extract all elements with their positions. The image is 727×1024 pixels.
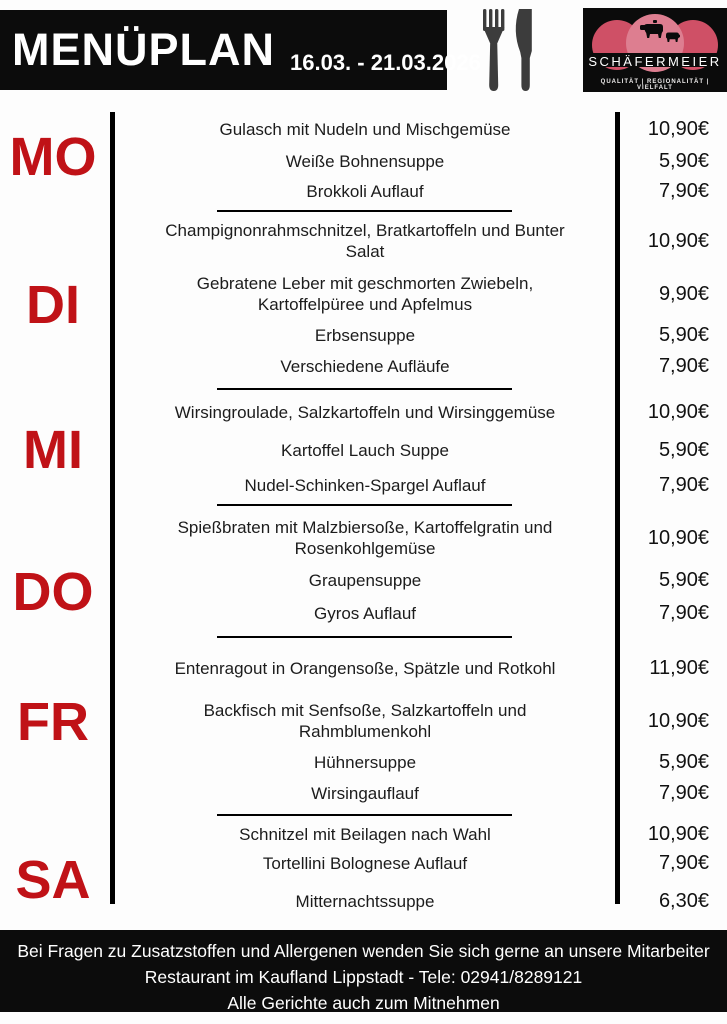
dish-price: 7,90€ bbox=[658, 851, 709, 874]
dish-price: 6,30€ bbox=[658, 889, 709, 912]
header-bar bbox=[0, 10, 481, 90]
dish-name: Verschiedene Aufläufe bbox=[280, 356, 450, 376]
brand-logo bbox=[583, 8, 727, 92]
dish-price: 7,90€ bbox=[658, 473, 709, 496]
dish-price: 5,90€ bbox=[658, 150, 709, 172]
brand-tagline: QUALITÄT | REGIONALITÄT | VIELFALT bbox=[600, 79, 710, 91]
menu-item-row bbox=[115, 112, 727, 146]
menu-item-row bbox=[115, 510, 727, 566]
menu-item-row bbox=[115, 642, 727, 694]
dish-price: 10,90€ bbox=[647, 400, 709, 423]
menu-grid bbox=[115, 112, 727, 924]
dish-price: 10,90€ bbox=[647, 526, 709, 549]
footer-takeaway-note: Alle Gerichte auch zum Mitnehmen bbox=[227, 993, 500, 1013]
menu-item-row bbox=[115, 177, 727, 206]
section-divider bbox=[115, 384, 727, 394]
dish-price: 11,90€ bbox=[649, 656, 709, 679]
menu-item-row bbox=[115, 322, 727, 348]
dish-name: Brokkoli Auflauf bbox=[306, 182, 424, 201]
dish-price: 9,90€ bbox=[658, 282, 709, 305]
dish-price: 5,90€ bbox=[658, 750, 709, 773]
dish-name: Weiße Bohnensuppe bbox=[285, 152, 445, 171]
menu-item-row bbox=[115, 776, 727, 810]
dish-name: Spießbraten mit Malzbiersoße, Kartoffelgratin und Rosenkohlgemüse bbox=[177, 518, 553, 558]
day-label-mo: MO bbox=[9, 127, 97, 187]
day-label-di: DI bbox=[26, 275, 80, 335]
dish-name: Hühnersuppe bbox=[313, 752, 417, 772]
day-label-fr: FR bbox=[17, 692, 89, 752]
dish-name: Wirsingroulade, Salzkartoffeln und Wirsinggemüse bbox=[174, 402, 556, 422]
section-divider bbox=[115, 206, 727, 216]
menu-item-row bbox=[115, 146, 727, 177]
menu-item-row bbox=[115, 848, 727, 878]
section-divider bbox=[115, 500, 727, 510]
section-divider bbox=[115, 632, 727, 642]
page-title: MENÜPLAN bbox=[12, 24, 275, 75]
dish-name: Wirsingauflauf bbox=[311, 783, 419, 803]
menu-item-row bbox=[115, 216, 727, 266]
dish-price: 7,90€ bbox=[658, 781, 709, 804]
day-label-mi: MI bbox=[23, 420, 83, 480]
dish-price: 7,90€ bbox=[658, 354, 709, 377]
menu-item-row bbox=[115, 694, 727, 748]
dish-name: Schnitzel mit Beilagen nach Wahl bbox=[239, 824, 491, 844]
cutlery-icon bbox=[477, 7, 547, 93]
dish-price: 10,90€ bbox=[647, 822, 709, 845]
dish-name: Kartoffel Lauch Suppe bbox=[281, 440, 449, 460]
menu-item-row bbox=[115, 594, 727, 632]
dish-price: 7,90€ bbox=[658, 601, 709, 624]
dish-price: 5,90€ bbox=[658, 438, 709, 461]
menu-item-row bbox=[115, 348, 727, 384]
dish-price: 10,90€ bbox=[647, 117, 709, 140]
day-label-do: DO bbox=[12, 562, 94, 622]
footer-allergen-note: Bei Fragen zu Zusatzstoffen und Allergenen wenden Sie sich gerne an unsere Mitarbeiter bbox=[17, 941, 710, 961]
dish-name: Tortellini Bolognese Auflauf bbox=[262, 853, 468, 873]
date-range: 16.03. - 21.03.2026 bbox=[290, 50, 481, 75]
menu-item-row bbox=[115, 430, 727, 470]
menu-item-row bbox=[115, 566, 727, 594]
menu-item-row bbox=[115, 266, 727, 322]
menu-item-row bbox=[115, 878, 727, 924]
footer-contact: Restaurant im Kaufland Lippstadt - Tele: 02941/8289121 bbox=[144, 967, 583, 987]
dish-name: Erbsensuppe bbox=[314, 325, 416, 345]
brand-name: SCHÄFERMEIER bbox=[588, 54, 722, 69]
dish-name: Champignonrahmschnitzel, Bratkartoffeln und Bunter Salat bbox=[165, 221, 565, 261]
day-label-sa: SA bbox=[15, 850, 91, 910]
dish-price: 5,90€ bbox=[658, 568, 709, 591]
dish-name: Entenragout in Orangensoße, Spätzle und Rotkohl bbox=[174, 658, 556, 678]
section-divider bbox=[115, 810, 727, 820]
dish-price: 10,90€ bbox=[647, 229, 709, 252]
dish-price: 5,90€ bbox=[658, 323, 709, 346]
dish-price: 10,90€ bbox=[647, 709, 709, 732]
dish-name: Mitternachtssuppe bbox=[295, 891, 435, 911]
menu-item-row bbox=[115, 394, 727, 430]
dish-name: Gebratene Leber mit geschmorten Zwiebeln, Kartoffelpüree und Apfelmus bbox=[196, 274, 534, 314]
menu-item-row bbox=[115, 820, 727, 848]
dish-name: Backfisch mit Senfsoße, Salzkartoffeln und Rahmblumenkohl bbox=[203, 701, 527, 741]
footer bbox=[0, 930, 727, 1012]
menu-item-row bbox=[115, 748, 727, 776]
dish-name: Gulasch mit Nudeln und Mischgemüse bbox=[219, 119, 511, 139]
dish-price: 7,90€ bbox=[658, 180, 709, 202]
dish-name: Nudel-Schinken-Spargel Auflauf bbox=[244, 475, 486, 495]
dish-name: Graupensuppe bbox=[308, 570, 422, 590]
dish-name: Gyros Auflauf bbox=[313, 603, 417, 623]
menu-item-row bbox=[115, 470, 727, 500]
